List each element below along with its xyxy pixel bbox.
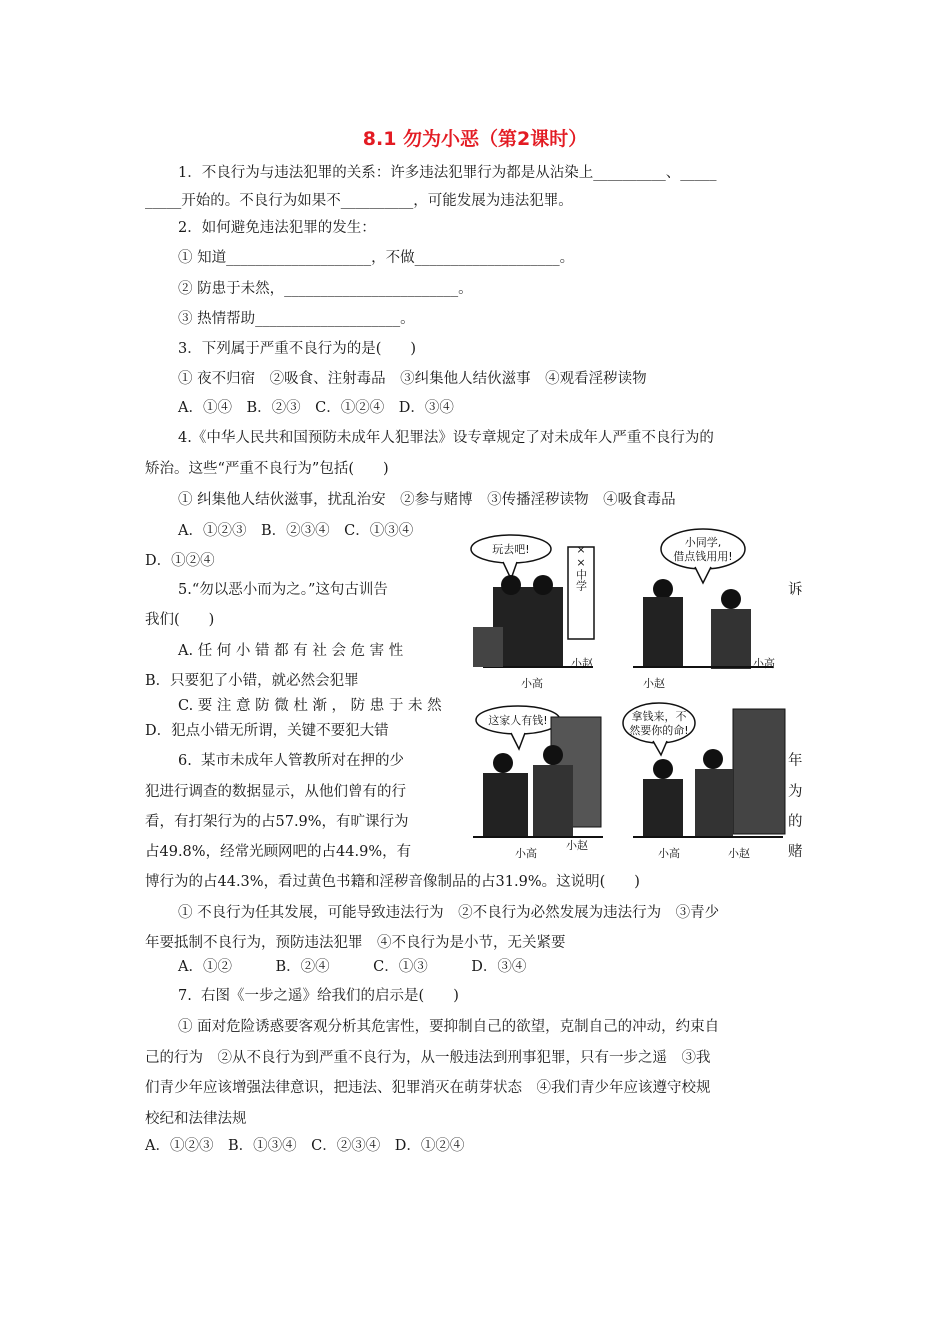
comic-panel-2 xyxy=(633,529,775,690)
q6-line2: 犯进行调查的数据显示，从他们曾有的行 xyxy=(145,784,406,800)
q6-line1: 6. 某市未成年人管教所对在押的少 xyxy=(178,753,405,769)
q2-item3: ③ 热情帮助____________________。 xyxy=(178,311,415,327)
panel2-bubble-line1: 小同学, xyxy=(684,536,722,549)
panel4-bubble-line2: 然要你的命! xyxy=(629,724,689,737)
q7-line2: 己的行为 ②从不良行为到严重不良行为，从一般违法到刑事犯罪，只有一步之遥 ③我 xyxy=(145,1050,711,1066)
q7-line3: 们青少年应该增强法律意识，把违法、犯罪消灭在萌芽状态 ④我们青少年应该遵守校规 xyxy=(145,1080,711,1096)
q6-line1-end: 年 xyxy=(788,753,803,769)
q7-answers: A．①②③ B．①③④ C．②③④ D．①②④ xyxy=(145,1138,465,1154)
q6-line2-end: 为 xyxy=(788,784,803,800)
panel1-bubble-text: 玩去吧! xyxy=(492,543,530,556)
panel1-caption-zhao: 小赵 xyxy=(571,657,593,670)
q4-line2: 矫治。这些“严重不良行为”包括( ) xyxy=(145,461,389,477)
q4-options: ① 纠集他人结伙滋事，扰乱治安 ②参与赌博 ③传播淫秽读物 ④吸食毒品 xyxy=(178,492,676,508)
comic-panel-1 xyxy=(471,535,594,690)
q3-stem: 3．下列属于严重不良行为的是( ) xyxy=(178,341,417,357)
q4-answers: A．①②③ B．②③④ C．①③④ xyxy=(178,523,414,539)
q6-line3-end: 的 xyxy=(788,814,803,830)
q5-option-b: B．只要犯了小错，就必然会犯罪 xyxy=(145,673,359,689)
panel2-bubble-line2: 借点钱用用! xyxy=(673,550,733,563)
panel1-school-sign: ××中学 xyxy=(574,543,588,591)
panel4-caption-gao: 小高 xyxy=(658,847,680,860)
q2-stem: 2．如何避免违法犯罪的发生： xyxy=(178,220,376,236)
panel3-bubble-text: 这家人有钱! xyxy=(488,714,548,727)
comic-panel-4 xyxy=(623,703,785,860)
q5-line1-end: 诉 xyxy=(788,582,803,598)
q6-options1: ① 不良行为任其发展，可能导致违法行为 ②不良行为必然发展为违法行为 ③青少 xyxy=(178,905,720,921)
comic-illustration xyxy=(463,527,793,863)
q5-line1: 5.“勿以恶小而为之。”这句古训告 xyxy=(178,582,388,598)
q6-line5: 博行为的占44.3%，看过黄色书籍和淫秽音像制品的占31.9%。这说明( ) xyxy=(145,874,640,890)
q5-option-c: C. 要 注 意 防 微 杜 渐 ， 防 患 于 未 然 xyxy=(178,698,442,714)
q6-options2: 年要抵制不良行为，预防违法犯罪 ④不良行为是小节，无关紧要 xyxy=(145,935,566,951)
q7-stem: 7. 右图《一步之遥》给我们的启示是( ) xyxy=(178,988,459,1004)
panel3-caption-zhao: 小赵 xyxy=(566,839,588,852)
q6-line4-end: 赌 xyxy=(788,844,803,860)
q2-item2: ② 防患于未然，________________________。 xyxy=(178,281,473,297)
panel2-caption-zhao: 小赵 xyxy=(643,677,665,690)
panel1-caption-gao: 小高 xyxy=(521,677,543,690)
panel3-caption-gao: 小高 xyxy=(515,847,537,860)
panel4-caption-zhao: 小赵 xyxy=(728,847,750,860)
panel4-bubble-line1: 拿钱来，不 xyxy=(631,710,687,723)
q4-answer-d: D．①②④ xyxy=(145,553,215,569)
q5-option-a: A. 任 何 小 错 都 有 社 会 危 害 性 xyxy=(178,643,404,659)
q3-answers: A．①④ B．②③ C．①②④ D．③④ xyxy=(178,400,454,416)
q4-line1: 4.《中华人民共和国预防未成年人犯罪法》设专章规定了对未成年人严重不良行为的 xyxy=(178,430,714,446)
q1-line1: 1．不良行为与违法犯罪的关系：许多违法犯罪行为都是从沾染上__________、_____ xyxy=(178,165,717,181)
q1-line2: _____开始的。不良行为如果不__________，可能发展为违法犯罪。 xyxy=(145,193,573,209)
q7-line1: ① 面对危险诱惑要客观分析其危害性，要抑制自己的欲望，克制自己的冲动，约束自 xyxy=(178,1019,720,1035)
q6-line3: 看，有打架行为的占57.9%，有旷课行为 xyxy=(145,814,409,830)
panel2-caption-gao: 小高 xyxy=(753,657,775,670)
q7-line4: 校纪和法律法规 xyxy=(145,1111,247,1127)
q3-options: ① 夜不归宿 ②吸食、注射毒品 ③纠集他人结伙滋事 ④观看淫秽读物 xyxy=(178,371,647,387)
comic-panel-3 xyxy=(473,706,603,860)
q6-line4: 占49.8%，经常光顾网吧的占44.9%，有 xyxy=(145,844,412,860)
q6-answers: A．①② B．②④ C．①③ D．③④ xyxy=(178,959,527,975)
q5-line2: 我们( ) xyxy=(145,612,215,628)
page-title: 8.1 勿为小恶（第2课时） xyxy=(362,128,588,150)
q5-option-d: D．犯点小错无所谓，关键不要犯大错 xyxy=(145,723,389,739)
q2-item1: ① 知道____________________，不做____________________。 xyxy=(178,250,575,266)
